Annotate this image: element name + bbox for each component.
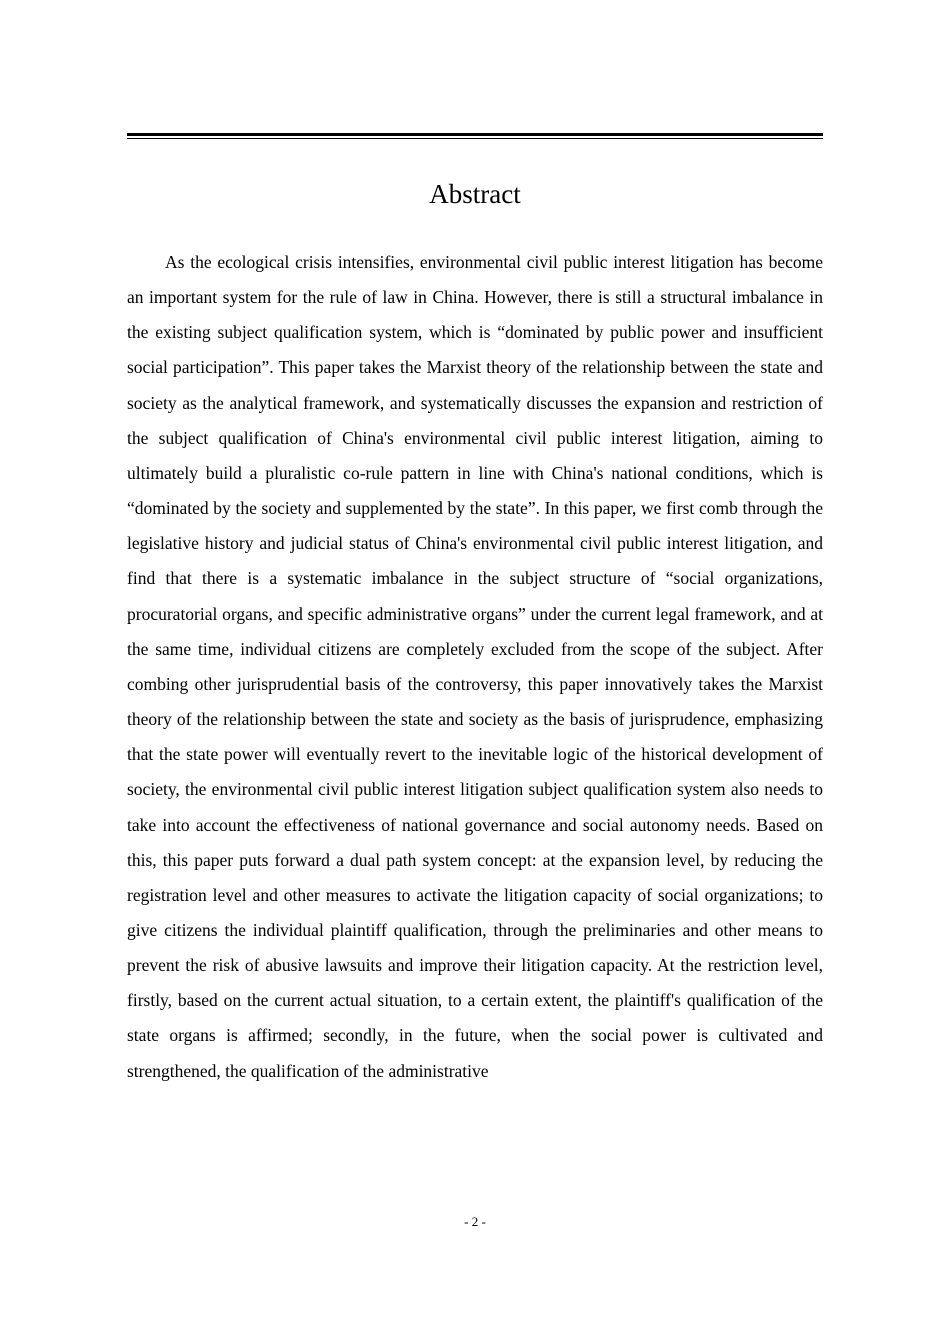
page-number: - 2 - xyxy=(464,1214,486,1229)
header-double-rule xyxy=(127,133,823,139)
page-title: Abstract xyxy=(429,179,521,209)
header-rule-thick xyxy=(127,133,823,136)
abstract-paragraph: As the ecological crisis intensifies, environmental civil public interest litigation has become an important system for the rule of law in China. However, there is still a structural imbalance in the existing subject qualification system, which is “dominated by public power and insufficient social participation”. This paper takes the Marxist theory of the relationship between the state and society as the analytical framework, and systematically discusses the expansion and restriction of the subject qualification of China's environmental civil public interest litigation, aiming to ultimately build a pluralistic co-rule pattern in line with China's national conditions, which is “dominated by the society and supplemented by the state”. In this paper, we first comb through the legislative history and judicial status of China's environmental civil public interest litigation, and find that there is a systematic imbalance in the subject structure of “social organizations, procuratorial organs, and specific administrative organs” under the current legal framework, and at the same time, individual citizens are completely excluded from the scope of the subject. After combing other jurisprudential basis of the controversy, this paper innovatively takes the Marxist theory of the relationship between the state and society as the basis of jurisprudence, emphasizing that the state power will eventually revert to the inevitable logic of the historical development of society, the environmental civil public interest litigation subject qualification system also needs to take into account the effectiveness of national governance and social autonomy needs. Based on this, this paper puts forward a dual path system concept: at the expansion level, by reducing the registration level and other measures to activate the litigation capacity of social organizations; to give citizens the individual plaintiff qualification, through the preliminaries and other means to prevent the risk of abusive lawsuits and improve their litigation capacity. At the restriction level, firstly, based on the current actual situation, to a certain extent, the plaintiff's qualification of the state organs is affirmed; secondly, in the future, when the social power is cultivated and strengthened, the qualification of the administrative xyxy=(127,252,823,1081)
header-rule-thin xyxy=(127,138,823,139)
